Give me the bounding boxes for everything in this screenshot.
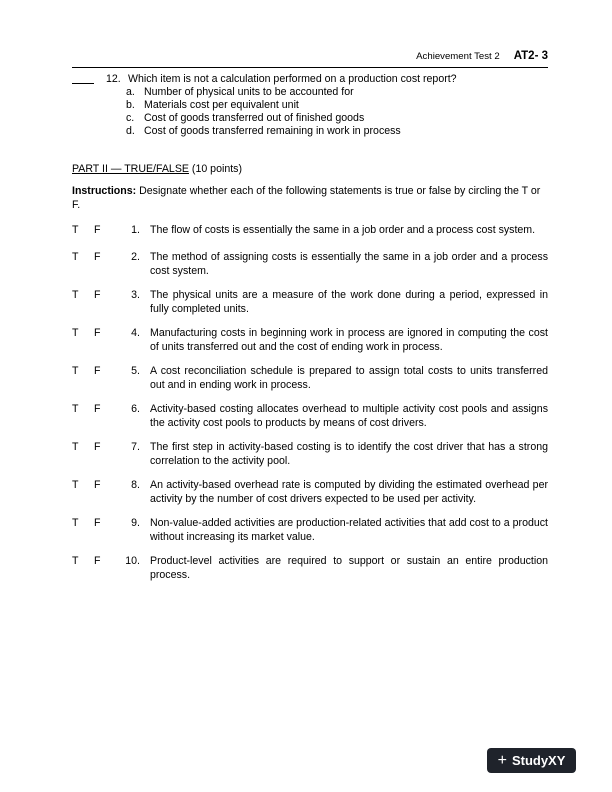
option-d (126, 125, 548, 138)
item-number: 3. (131, 289, 140, 301)
true-option[interactable]: T (72, 555, 79, 567)
page-code: AT2- 3 (513, 50, 548, 62)
tf-item (72, 479, 548, 506)
tf-item (72, 251, 548, 278)
item-text: An activity-based overhead rate is computed by dividing the estimated overhead per activity by the number of cost drivers expected to be used per activity. (150, 479, 548, 505)
false-option[interactable]: F (94, 224, 101, 236)
watermark-text: StudyXY (511, 753, 566, 768)
true-option[interactable]: T (72, 327, 79, 339)
question-stem: Which item is not a calculation performed on a production cost report? (128, 73, 457, 85)
item-text: Product-level activities are required to support or sustain an entire production process. (150, 555, 548, 581)
item-text: Manufacturing costs in beginning work in process are ignored in computing the cost of units transferred out and the cost of ending work in process. (150, 327, 548, 353)
false-option[interactable]: F (94, 327, 101, 339)
test-name: Achievement Test 2 (416, 51, 500, 62)
tf-item (72, 289, 548, 316)
page-header (416, 50, 548, 62)
tf-item (72, 403, 548, 430)
item-number: 2. (131, 251, 140, 263)
instructions-text: Designate whether each of the following statements is true or false by circling the T or F. (72, 185, 541, 211)
item-number: 5. (131, 365, 140, 377)
tf-item (72, 441, 548, 468)
option-text: Number of physical units to be accounted for (144, 86, 354, 98)
studyxy-watermark (487, 748, 576, 773)
option-text: Cost of goods transferred remaining in work in process (144, 125, 401, 137)
header-rule (72, 67, 548, 68)
option-text: Materials cost per equivalent unit (144, 99, 299, 111)
item-text: Non-value-added activities are production-related activities that add cost to a product without increasing its market value. (150, 517, 548, 543)
true-option[interactable]: T (72, 517, 79, 529)
part-2-heading (72, 163, 242, 175)
item-text: The first step in activity-based costing is to identify the cost driver that has a strong correlation to the activity pool. (150, 441, 548, 467)
false-option[interactable]: F (94, 403, 101, 415)
true-option[interactable]: T (72, 289, 79, 301)
question-12 (72, 73, 548, 138)
option-b (126, 99, 548, 112)
item-text: Activity-based costing allocates overhead to multiple activity cost pools and assigns the activity cost pools to products by means of cost drivers. (150, 403, 548, 429)
question-number: 12. (106, 73, 121, 85)
item-number: 1. (131, 224, 140, 236)
item-text: The physical units are a measure of the work done during a period, expressed in fully completed units. (150, 289, 548, 315)
false-option[interactable]: F (94, 289, 101, 301)
option-letter: b. (126, 99, 135, 111)
item-number: 4. (131, 327, 140, 339)
item-number: 7. (131, 441, 140, 453)
true-option[interactable]: T (72, 251, 79, 263)
answer-blank[interactable] (72, 73, 94, 84)
option-letter: d. (126, 125, 135, 137)
option-letter: a. (126, 86, 135, 98)
tf-item (72, 365, 548, 392)
tf-item (72, 327, 548, 354)
false-option[interactable]: F (94, 441, 101, 453)
instructions-label: Instructions: (72, 185, 137, 197)
part-title: PART II — TRUE/FALSE (72, 163, 189, 175)
item-number: 6. (131, 403, 140, 415)
false-option[interactable]: F (94, 517, 101, 529)
true-option[interactable]: T (72, 479, 79, 491)
item-number: 9. (131, 517, 140, 529)
option-letter: c. (126, 112, 135, 124)
option-text: Cost of goods transferred out of finished goods (144, 112, 365, 124)
true-option[interactable]: T (72, 441, 79, 453)
instructions (72, 185, 548, 212)
true-option[interactable]: T (72, 403, 79, 415)
item-text: The method of assigning costs is essentially the same in a job order and a process cost system. (150, 251, 548, 277)
item-text: The flow of costs is essentially the same in a job order and a process cost system. (150, 224, 536, 236)
false-option[interactable]: F (94, 555, 101, 567)
false-option[interactable]: F (94, 365, 101, 377)
plus-icon: + (497, 751, 507, 769)
true-option[interactable]: T (72, 365, 79, 377)
true-option[interactable]: T (72, 224, 79, 236)
false-option[interactable]: F (94, 251, 101, 263)
tf-item (72, 517, 548, 544)
option-c (126, 112, 548, 125)
item-number: 8. (131, 479, 140, 491)
item-text: A cost reconciliation schedule is prepared to assign total costs to units transferred out and in ending work in process. (150, 365, 548, 391)
tf-item (72, 224, 548, 238)
part-points: (10 points) (191, 163, 242, 175)
option-a (126, 86, 548, 99)
false-option[interactable]: F (94, 479, 101, 491)
tf-item (72, 555, 548, 582)
item-number: 10. (125, 555, 140, 567)
